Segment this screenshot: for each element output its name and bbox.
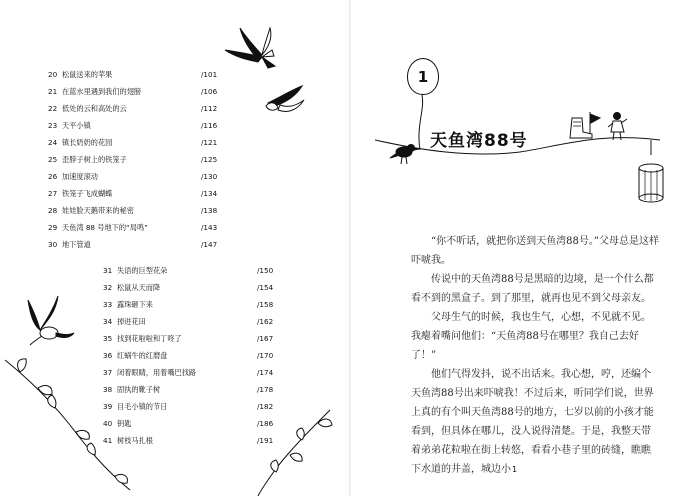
toc-entry-number: 31 — [103, 266, 113, 275]
toc-entry[interactable] — [48, 155, 218, 165]
chapter-number: 1 — [417, 67, 429, 86]
toc-entry-page: /138 — [201, 206, 218, 215]
toc-entry-page: /182 — [257, 402, 274, 411]
chapter-body — [411, 232, 659, 479]
toc-entry[interactable] — [103, 317, 274, 327]
toc-entry-page: /121 — [201, 138, 218, 147]
toc-entry[interactable] — [48, 87, 218, 97]
toc-entry-number: 27 — [48, 189, 58, 198]
toc-entry[interactable] — [48, 206, 218, 216]
toc-entry-title: 在蓝水里遇到我们的翅膀 — [62, 87, 142, 96]
toc-entry-title: 镇长奶奶的花园 — [62, 138, 113, 147]
toc-entry[interactable] — [103, 334, 274, 344]
crow-icon — [390, 145, 419, 165]
paragraph: “你不听话，就把你送到天鱼湾88号。”父母总是这样吓唬我。 — [411, 236, 659, 266]
toc-entry-page: /162 — [257, 317, 274, 326]
toc-entry-title: 掉进花田 — [117, 317, 146, 326]
paragraph: 父母生气的时候，我也生气，心想，不见就不见。我瘪着嘴问他们：“天鱼湾88号在哪里？我自己去好了！” — [411, 312, 651, 361]
toc-entry-number: 24 — [48, 138, 58, 147]
toc-entry-title: 娃娃脸天鹅带来的秘密 — [62, 206, 134, 215]
toc-entry-number: 38 — [103, 385, 113, 394]
toc-entry-title: 失语的巨型花朵 — [117, 266, 168, 275]
toc-entry[interactable] — [48, 223, 218, 233]
toc-entry-number: 23 — [48, 121, 58, 130]
girl-icon — [608, 113, 627, 141]
toc-entry[interactable] — [103, 351, 274, 361]
toc-entry[interactable] — [103, 266, 274, 276]
toc-entry-number: 25 — [48, 155, 58, 164]
toc-entry-number: 41 — [103, 436, 113, 445]
toc-entry-title: 找到花啦啦和丁咚了 — [117, 334, 182, 343]
toc-entry[interactable] — [48, 121, 218, 131]
toc-entry-title: 露珠砸下来 — [117, 300, 153, 309]
angel-bird-icon — [28, 296, 74, 345]
toc-entry-number: 29 — [48, 223, 58, 232]
toc-entry-title: 天鱼湾 88 号地下的“局鸣” — [62, 223, 148, 232]
toc-entry-title: 低处的云和高处的云 — [62, 104, 127, 113]
toc-entry-title: 地下管道 — [62, 240, 91, 249]
flag-icon — [590, 112, 600, 134]
toc-entry[interactable] — [48, 172, 218, 182]
toc-entry-page: /150 — [257, 266, 274, 275]
toc-entry-title: 歪脖子树上的铁笼子 — [62, 155, 127, 164]
toc-entry-page: /116 — [201, 121, 218, 130]
flying-bird-icon — [225, 28, 275, 68]
toc-entry[interactable] — [48, 138, 218, 148]
toc-entry-title: 钥匙 — [117, 419, 132, 428]
toc-entry[interactable] — [48, 189, 218, 199]
boot-icon — [570, 118, 592, 138]
toc-entry-number: 39 — [103, 402, 113, 411]
toc-entry-page: /101 — [201, 70, 218, 79]
toc-entry-number: 30 — [48, 240, 58, 249]
toc-entry-page: /143 — [201, 223, 218, 232]
toc-entry-title: 红蜗牛的红磨盘 — [117, 351, 168, 360]
toc-entry-title: 铁笼子飞成蝴蝶 — [62, 189, 113, 198]
toc-entry-title: 目毛小镇的节日 — [117, 402, 168, 411]
toc-entry-page: /125 — [201, 155, 218, 164]
toc-entry-page: /147 — [201, 240, 218, 249]
toc-entry-page: /167 — [257, 334, 274, 343]
toc-entry[interactable] — [103, 402, 274, 412]
toc-entry-number: 26 — [48, 172, 58, 181]
birdcage-icon — [639, 140, 663, 202]
paragraph: 他们气得发抖，说不出话来。我心想，哼，还编个天鱼湾88号出来吓唬我！不过后来，听同学们说，世界上真的有个叫天鱼湾88号的地方，七岁以前的小孩才能看到，但具体在哪儿，没人说得清楚。于是，我整天带着弟弟花粒啦在街上转悠，看看小巷子里的砖缝，瞧瞧下水道的井盖，城边小 — [411, 369, 654, 475]
toc-entry-page: /106 — [201, 87, 218, 96]
toc-entry-page: /174 — [257, 368, 274, 377]
toc-entry-title: 固执的靴子树 — [117, 385, 161, 394]
balloon-string — [419, 95, 423, 150]
toc-entry-number: 22 — [48, 104, 58, 113]
toc-entry[interactable] — [103, 368, 274, 378]
toc-entry-page: /130 — [201, 172, 218, 181]
toc-entry-number: 34 — [103, 317, 113, 326]
toc-entry[interactable] — [103, 300, 274, 310]
toc-entry-page: /154 — [257, 283, 274, 292]
toc-entry-number: 20 — [48, 70, 58, 79]
toc-entry-number: 40 — [103, 419, 113, 428]
toc-entry-title: 树枝马扎根 — [117, 436, 153, 445]
toc-entry-number: 32 — [103, 283, 113, 292]
toc-entry[interactable] — [48, 240, 218, 250]
toc-entry-number: 36 — [103, 351, 113, 360]
toc-entry-title: 松鼠送来的苹果 — [62, 70, 113, 79]
toc-entry-page: /178 — [257, 385, 274, 394]
toc-entry[interactable] — [48, 70, 218, 80]
toc-entry-page: /186 — [257, 419, 274, 428]
toc-entry[interactable] — [103, 385, 274, 395]
toc-entry-title: 加速度滚动 — [62, 172, 98, 181]
toc-entry-page: /170 — [257, 351, 274, 360]
toc-entry[interactable] — [103, 436, 274, 446]
toc-entry-title: 松鼠从天而降 — [117, 283, 161, 292]
toc-entry-number: 21 — [48, 87, 58, 96]
toc-entry-number: 28 — [48, 206, 58, 215]
toc-entry-page: /134 — [201, 189, 218, 198]
toc-entry-page: /191 — [257, 436, 274, 445]
toc-entry[interactable] — [48, 104, 218, 114]
toc-entry-number: 35 — [103, 334, 113, 343]
small-bird-icon — [266, 86, 304, 111]
toc-entry[interactable] — [103, 419, 274, 429]
toc-entry-page: /112 — [201, 104, 218, 113]
paragraph: 传说中的天鱼湾88号是黑暗的边境，是一个什么都看不到的黑盒子。到了那里，就再也见不到父母亲友。 — [411, 274, 654, 304]
toc-entry-title: 天平小镇 — [62, 121, 91, 130]
chapter-title: 天鱼湾88号 — [430, 131, 528, 151]
toc-entry-title: 闭着眼睛，用着嘴巴找路 — [117, 368, 197, 377]
book-gutter — [349, 0, 351, 496]
chapter-number-balloon — [407, 58, 439, 95]
toc-entry-page: /158 — [257, 300, 274, 309]
toc-entry[interactable] — [103, 283, 274, 293]
page-number: 1 — [512, 465, 518, 474]
toc-entry-number: 33 — [103, 300, 113, 309]
toc-entry-number: 37 — [103, 368, 113, 377]
